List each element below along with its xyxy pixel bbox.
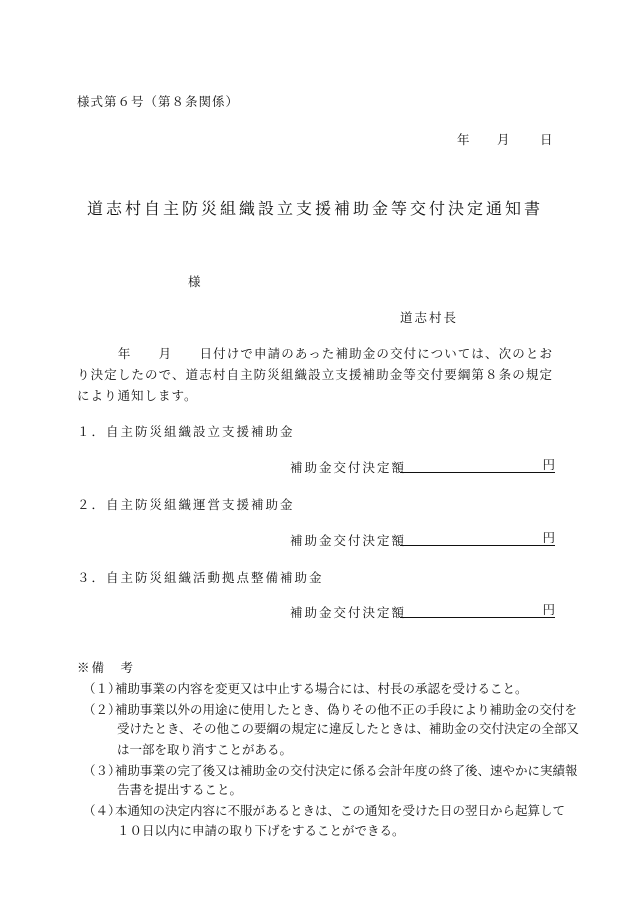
notice-body: 年 月 日付けで申請のあった補助金の交付については、次のとおり決定したので、道志村自主防災組織設立支援補助金等交付要綱第８条の規定により通知します。 bbox=[77, 346, 553, 403]
section-heading-1: １．自主防災組織設立支援補助金 bbox=[77, 424, 295, 439]
amount-unit-1: 円 bbox=[542, 457, 555, 472]
date-day-label: 日 bbox=[540, 132, 553, 147]
issuer-name: 道志村長 bbox=[400, 310, 459, 325]
addressee-suffix: 様 bbox=[188, 274, 201, 289]
remark-number: （２） bbox=[83, 702, 121, 717]
remark-item-2 bbox=[83, 699, 577, 720]
remark-text-continued: 告書を提出すること。 bbox=[117, 782, 243, 797]
remark-item-3 bbox=[83, 760, 578, 781]
remarks-heading: ※備 考 bbox=[77, 660, 136, 675]
remark-number: （３） bbox=[83, 763, 121, 778]
remark-text-continued: は一部を取り消すことがある。 bbox=[117, 742, 293, 757]
amount-unit-3: 円 bbox=[542, 602, 555, 617]
amount-label-2: 補助金交付決定額 bbox=[290, 533, 407, 548]
remark-text: 補助事業の完了後又は補助金の交付決定に係る会計年度の終了後、速やかに実績報 bbox=[115, 763, 578, 778]
amount-field-1 bbox=[400, 458, 555, 473]
remark-text-continued: 受けたとき、その他この要綱の規定に違反したときは、補助金の交付決定の全部又 bbox=[117, 721, 580, 736]
section-heading-3: ３．自主防災組織活動拠点整備補助金 bbox=[77, 570, 324, 585]
remark-text: 本通知の決定内容に不服があるときは、この通知を受けた日の翌日から起算して bbox=[115, 803, 566, 818]
document-title: 道志村自主防災組織設立支援補助金等交付決定通知書 bbox=[86, 199, 543, 218]
section-heading-2: ２．自主防災組織運営支援補助金 bbox=[77, 497, 295, 512]
amount-field-3 bbox=[400, 603, 555, 618]
amount-unit-2: 円 bbox=[542, 530, 555, 545]
date-year-label: 年 bbox=[457, 132, 470, 147]
form-number: 様式第６号（第８条関係） bbox=[77, 94, 240, 109]
remark-text: 補助事業以外の用途に使用したとき、偽りその他不正の手段により補助金の交付を bbox=[115, 702, 578, 717]
amount-field-2 bbox=[400, 531, 555, 546]
remark-item-1 bbox=[83, 678, 528, 699]
remark-item-4 bbox=[83, 800, 565, 821]
remark-text-continued: １０日以内に申請の取り下げをすることができる。 bbox=[117, 823, 405, 838]
remark-number: （４） bbox=[83, 803, 121, 818]
amount-label-3: 補助金交付決定額 bbox=[290, 605, 407, 620]
remark-text: 補助事業の内容を変更又は中止する場合には、村長の承認を受けること。 bbox=[115, 681, 528, 696]
remark-number: （１） bbox=[83, 681, 121, 696]
date-month-label: 月 bbox=[497, 132, 510, 147]
amount-label-1: 補助金交付決定額 bbox=[290, 460, 407, 475]
